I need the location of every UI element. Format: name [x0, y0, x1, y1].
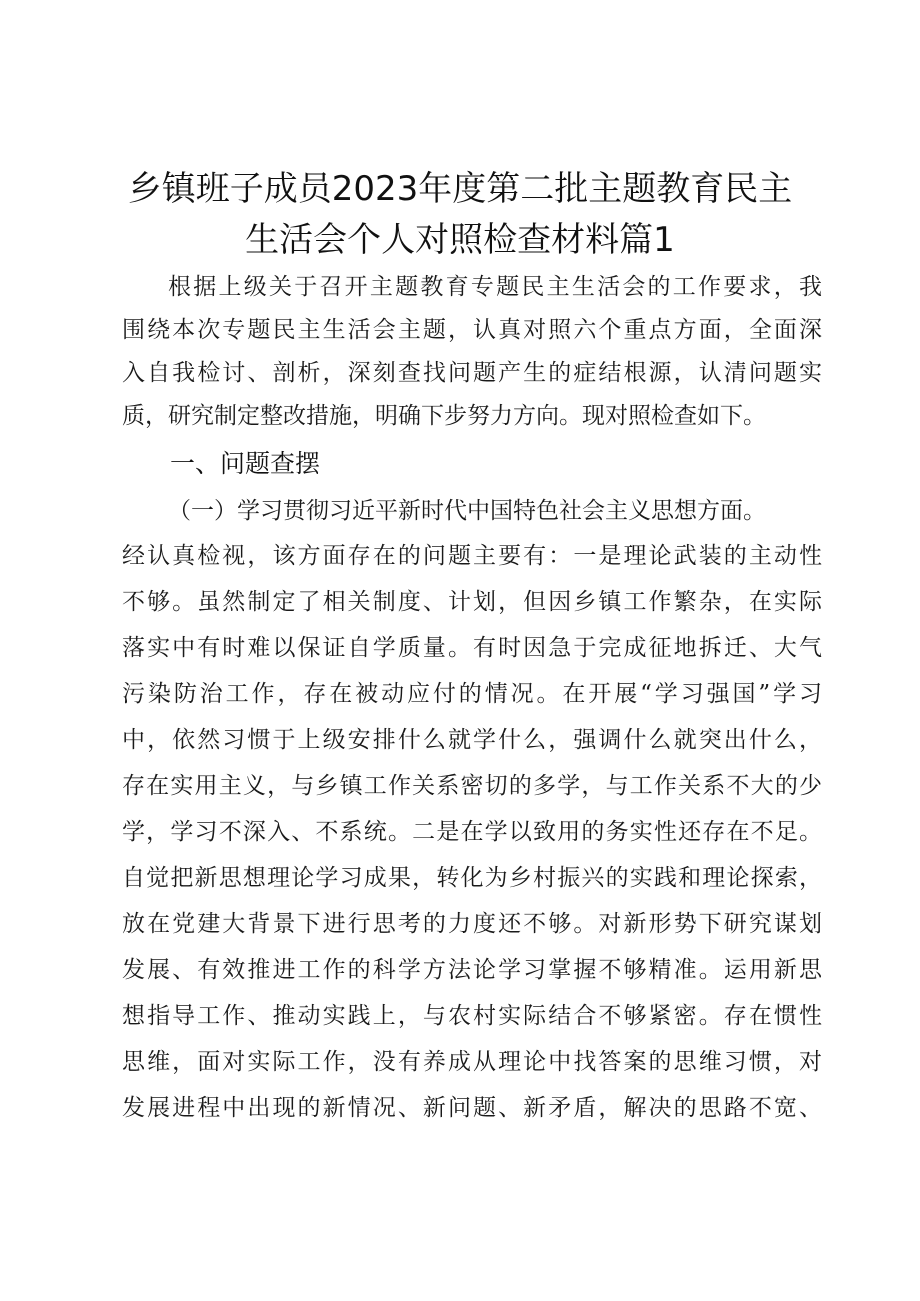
- section-heading: 一、问题查摆: [170, 449, 321, 478]
- intro-line: 围绕本次专题民主生活会主题，认真对照六个重点方面，全面深: [122, 317, 822, 343]
- body-line: 发展进程中出现的新情况、新问题、新矛盾，解决的思路不宽、: [122, 1095, 822, 1121]
- body-line: 想指导工作、推动实践上，与农村实际结合不够紧密。存在惯性: [122, 1003, 822, 1029]
- body-line: 思维，面对实际工作，没有养成从理论中找答案的思维习惯，对: [122, 1049, 822, 1075]
- body-line: 发展、有效推进工作的科学方法论学习掌握不够精准。运用新思: [122, 957, 822, 983]
- intro-line: 质，研究制定整改措施，明确下步努力方向。现对照检查如下。: [122, 403, 766, 429]
- body-line: （一）学习贯彻习近平新时代中国特色社会主义思想方面。: [168, 498, 766, 524]
- intro-line: 根据上级关于召开主题教育专题民主生活会的工作要求，我: [168, 274, 822, 300]
- body-line: 落实中有时难以保证自学质量。有时因急于完成征地拆迁、大气: [122, 635, 822, 661]
- document-title-line-2: 生活会个人对照检查材料篇1: [245, 220, 675, 260]
- body-line: 学，学习不深入、不系统。二是在学以致用的务实性还存在不足。: [122, 819, 822, 845]
- body-line: 中，依然习惯于上级安排什么就学什么，强调什么就突出什么，: [122, 727, 822, 753]
- body-line: 污染防治工作，存在被动应付的情况。在开展“学习强国”学习: [122, 681, 822, 707]
- body-line: 放在党建大背景下进行思考的力度还不够。对新形势下研究谋划: [122, 911, 822, 937]
- body-line: 存在实用主义，与乡镇工作关系密切的多学，与工作关系不大的少: [122, 773, 822, 799]
- intro-line: 入自我检讨、剖析，深刻查找问题产生的症结根源，认清问题实: [122, 360, 822, 386]
- body-line: 自觉把新思想理论学习成果，转化为乡村振兴的实践和理论探索，: [122, 865, 822, 891]
- body-line: 经认真检视，该方面存在的问题主要有：一是理论武装的主动性: [122, 543, 822, 569]
- body-line: 不够。虽然制定了相关制度、计划，但因乡镇工作繁杂，在实际: [122, 589, 822, 615]
- document-title-line-1: 乡镇班子成员2023年度第二批主题教育民主: [127, 169, 793, 209]
